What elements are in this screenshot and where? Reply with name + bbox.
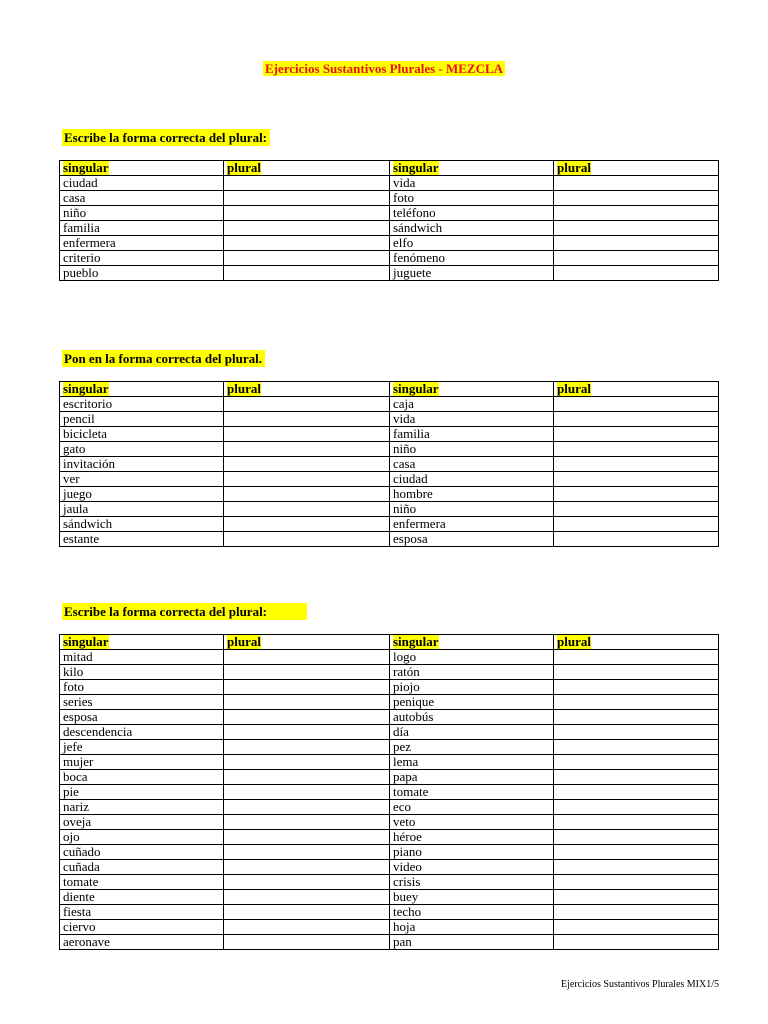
plural-answer-cell[interactable] — [224, 457, 390, 472]
table-row — [60, 800, 719, 815]
header-singular: singular — [60, 161, 224, 176]
plural-answer-cell[interactable] — [554, 815, 719, 830]
plural-answer-cell[interactable] — [224, 680, 390, 695]
table-row — [60, 905, 719, 920]
table-row — [60, 935, 719, 950]
plural-answer-cell[interactable] — [224, 710, 390, 725]
singular-word-cell: sándwich — [390, 221, 554, 236]
singular-word-cell: elfo — [390, 236, 554, 251]
plural-answer-cell[interactable] — [224, 206, 390, 221]
header-plural: plural — [554, 382, 719, 397]
singular-word-cell: tomate — [390, 785, 554, 800]
plural-answer-cell[interactable] — [224, 740, 390, 755]
table-row — [60, 845, 719, 860]
plural-answer-cell[interactable] — [224, 830, 390, 845]
table-row — [60, 502, 719, 517]
plural-answer-cell[interactable] — [224, 815, 390, 830]
singular-word-cell: pie — [60, 785, 224, 800]
plural-answer-cell[interactable] — [554, 860, 719, 875]
singular-word-cell: juego — [60, 487, 224, 502]
singular-word-cell: teléfono — [390, 206, 554, 221]
plural-answer-cell[interactable] — [554, 191, 719, 206]
table-row — [60, 397, 719, 412]
singular-word-cell: ratón — [390, 665, 554, 680]
singular-word-cell: pez — [390, 740, 554, 755]
singular-word-cell: techo — [390, 905, 554, 920]
table-row — [60, 221, 719, 236]
plural-answer-cell[interactable] — [554, 176, 719, 191]
plural-answer-cell[interactable] — [224, 412, 390, 427]
plural-answer-cell[interactable] — [224, 442, 390, 457]
page-title — [0, 60, 768, 77]
singular-word-cell: ciervo — [60, 920, 224, 935]
table-row — [60, 487, 719, 502]
singular-word-cell: hoja — [390, 920, 554, 935]
singular-word-cell: eco — [390, 800, 554, 815]
plural-answer-cell[interactable] — [554, 397, 719, 412]
plural-answer-cell[interactable] — [224, 427, 390, 442]
singular-word-cell: enfermera — [60, 236, 224, 251]
singular-word-cell: familia — [390, 427, 554, 442]
table-row — [60, 710, 719, 725]
plural-answer-cell[interactable] — [224, 472, 390, 487]
table-row — [60, 650, 719, 665]
plural-answer-cell[interactable] — [554, 442, 719, 457]
singular-word-cell: ver — [60, 472, 224, 487]
plural-answer-cell[interactable] — [554, 935, 719, 950]
singular-word-cell: mitad — [60, 650, 224, 665]
header-plural: plural — [224, 382, 390, 397]
singular-word-cell: penique — [390, 695, 554, 710]
singular-word-cell: hombre — [390, 487, 554, 502]
plural-answer-cell[interactable] — [554, 755, 719, 770]
singular-word-cell: pencil — [60, 412, 224, 427]
table-header-row — [60, 382, 719, 397]
header-plural: plural — [224, 161, 390, 176]
plural-answer-cell[interactable] — [224, 935, 390, 950]
table-row — [60, 206, 719, 221]
plural-answer-cell[interactable] — [554, 532, 719, 547]
table-row — [60, 457, 719, 472]
singular-word-cell: foto — [60, 680, 224, 695]
plural-answer-cell[interactable] — [554, 665, 719, 680]
table-row — [60, 472, 719, 487]
singular-word-cell: bicicleta — [60, 427, 224, 442]
plural-answer-cell[interactable] — [224, 266, 390, 281]
singular-word-cell: fiesta — [60, 905, 224, 920]
singular-word-cell: casa — [390, 457, 554, 472]
singular-word-cell: caja — [390, 397, 554, 412]
plural-answer-cell[interactable] — [224, 755, 390, 770]
table-row — [60, 770, 719, 785]
singular-word-cell: kilo — [60, 665, 224, 680]
singular-word-cell: juguete — [390, 266, 554, 281]
plural-answer-cell[interactable] — [224, 191, 390, 206]
singular-word-cell: pueblo — [60, 266, 224, 281]
singular-word-cell: aeronave — [60, 935, 224, 950]
page-footer: Ejercicios Sustantivos Plurales MIX1/5 — [560, 979, 719, 990]
table-row — [60, 236, 719, 251]
plural-answer-cell[interactable] — [224, 532, 390, 547]
section-3-heading: Escribe la forma correcta del plural: — [62, 603, 307, 620]
header-plural: plural — [224, 635, 390, 650]
plural-answer-cell[interactable] — [554, 502, 719, 517]
singular-word-cell: gato — [60, 442, 224, 457]
header-singular: singular — [60, 635, 224, 650]
table-row — [60, 427, 719, 442]
section-2-heading: Pon en la forma correcta del plural. — [62, 350, 265, 367]
table-row — [60, 517, 719, 532]
plural-answer-cell[interactable] — [554, 740, 719, 755]
singular-word-cell: series — [60, 695, 224, 710]
table-row — [60, 830, 719, 845]
table-row — [60, 412, 719, 427]
singular-word-cell: mujer — [60, 755, 224, 770]
singular-word-cell: jefe — [60, 740, 224, 755]
table-row — [60, 860, 719, 875]
singular-word-cell: criterio — [60, 251, 224, 266]
plural-answer-cell[interactable] — [224, 785, 390, 800]
table-row — [60, 665, 719, 680]
plural-answer-cell[interactable] — [554, 905, 719, 920]
singular-word-cell: tomate — [60, 875, 224, 890]
singular-word-cell: ciudad — [60, 176, 224, 191]
plural-answer-cell[interactable] — [224, 920, 390, 935]
table-header-row — [60, 635, 719, 650]
plural-answer-cell[interactable] — [224, 695, 390, 710]
table-row — [60, 890, 719, 905]
plural-answer-cell[interactable] — [224, 890, 390, 905]
table-row — [60, 532, 719, 547]
header-singular: singular — [390, 382, 554, 397]
plural-answer-cell[interactable] — [554, 770, 719, 785]
plural-answer-cell[interactable] — [554, 517, 719, 532]
plural-answer-cell[interactable] — [554, 875, 719, 890]
singular-word-cell: casa — [60, 191, 224, 206]
exercise-table-2 — [59, 381, 719, 547]
table-row — [60, 251, 719, 266]
plural-answer-cell[interactable] — [554, 920, 719, 935]
plural-answer-cell[interactable] — [554, 472, 719, 487]
exercise-table-1 — [59, 160, 719, 281]
plural-answer-cell[interactable] — [224, 845, 390, 860]
plural-answer-cell[interactable] — [224, 770, 390, 785]
singular-word-cell: boca — [60, 770, 224, 785]
plural-answer-cell[interactable] — [554, 266, 719, 281]
singular-word-cell: oveja — [60, 815, 224, 830]
table-row — [60, 785, 719, 800]
singular-word-cell: niño — [60, 206, 224, 221]
plural-answer-cell[interactable] — [554, 251, 719, 266]
singular-word-cell: buey — [390, 890, 554, 905]
singular-word-cell: familia — [60, 221, 224, 236]
singular-word-cell: sándwich — [60, 517, 224, 532]
singular-word-cell: cuñado — [60, 845, 224, 860]
singular-word-cell: piano — [390, 845, 554, 860]
singular-word-cell: jaula — [60, 502, 224, 517]
plural-answer-cell[interactable] — [554, 845, 719, 860]
plural-answer-cell[interactable] — [554, 890, 719, 905]
singular-word-cell: ciudad — [390, 472, 554, 487]
plural-answer-cell[interactable] — [224, 236, 390, 251]
singular-word-cell: estante — [60, 532, 224, 547]
singular-word-cell: veto — [390, 815, 554, 830]
table-row — [60, 695, 719, 710]
table-row — [60, 176, 719, 191]
singular-word-cell: cuñada — [60, 860, 224, 875]
plural-answer-cell[interactable] — [554, 680, 719, 695]
singular-word-cell: esposa — [60, 710, 224, 725]
plural-answer-cell[interactable] — [554, 457, 719, 472]
plural-answer-cell[interactable] — [224, 397, 390, 412]
header-plural: plural — [554, 161, 719, 176]
header-plural: plural — [554, 635, 719, 650]
table-row — [60, 442, 719, 457]
singular-word-cell: ojo — [60, 830, 224, 845]
singular-word-cell: niño — [390, 442, 554, 457]
singular-word-cell: foto — [390, 191, 554, 206]
singular-word-cell: invitación — [60, 457, 224, 472]
plural-answer-cell[interactable] — [554, 236, 719, 251]
plural-answer-cell[interactable] — [224, 650, 390, 665]
plural-answer-cell[interactable] — [554, 710, 719, 725]
plural-answer-cell[interactable] — [554, 206, 719, 221]
plural-answer-cell[interactable] — [224, 176, 390, 191]
singular-word-cell: video — [390, 860, 554, 875]
plural-answer-cell[interactable] — [224, 800, 390, 815]
plural-answer-cell[interactable] — [554, 427, 719, 442]
table-row — [60, 875, 719, 890]
section-1-heading: Escribe la forma correcta del plural: — [62, 129, 270, 146]
singular-word-cell: crisis — [390, 875, 554, 890]
table-row — [60, 680, 719, 695]
singular-word-cell: piojo — [390, 680, 554, 695]
singular-word-cell: vida — [390, 412, 554, 427]
table-row — [60, 755, 719, 770]
header-singular: singular — [60, 382, 224, 397]
singular-word-cell: niño — [390, 502, 554, 517]
singular-word-cell: enfermera — [390, 517, 554, 532]
table-row — [60, 191, 719, 206]
plural-answer-cell[interactable] — [224, 221, 390, 236]
singular-word-cell: vida — [390, 176, 554, 191]
plural-answer-cell[interactable] — [224, 502, 390, 517]
header-singular: singular — [390, 161, 554, 176]
plural-answer-cell[interactable] — [224, 875, 390, 890]
singular-word-cell: nariz — [60, 800, 224, 815]
table-row — [60, 725, 719, 740]
plural-answer-cell[interactable] — [224, 860, 390, 875]
plural-answer-cell[interactable] — [224, 905, 390, 920]
table-row — [60, 815, 719, 830]
singular-word-cell: escritorio — [60, 397, 224, 412]
singular-word-cell: día — [390, 725, 554, 740]
table-row — [60, 740, 719, 755]
plural-answer-cell[interactable] — [224, 665, 390, 680]
table-row — [60, 266, 719, 281]
plural-answer-cell[interactable] — [554, 412, 719, 427]
plural-answer-cell[interactable] — [554, 800, 719, 815]
plural-answer-cell[interactable] — [554, 830, 719, 845]
singular-word-cell: autobús — [390, 710, 554, 725]
page-title-text: Ejercicios Sustantivos Plurales - MEZCLA — [264, 61, 504, 76]
plural-answer-cell[interactable] — [554, 650, 719, 665]
singular-word-cell: papa — [390, 770, 554, 785]
plural-answer-cell[interactable] — [554, 487, 719, 502]
plural-answer-cell[interactable] — [554, 221, 719, 236]
plural-answer-cell[interactable] — [224, 725, 390, 740]
singular-word-cell: esposa — [390, 532, 554, 547]
table-row — [60, 920, 719, 935]
singular-word-cell: pan — [390, 935, 554, 950]
plural-answer-cell[interactable] — [554, 785, 719, 800]
exercise-table-3 — [59, 634, 719, 950]
plural-answer-cell[interactable] — [554, 695, 719, 710]
singular-word-cell: lema — [390, 755, 554, 770]
singular-word-cell: diente — [60, 890, 224, 905]
header-singular: singular — [390, 635, 554, 650]
singular-word-cell: logo — [390, 650, 554, 665]
plural-answer-cell[interactable] — [224, 517, 390, 532]
plural-answer-cell[interactable] — [224, 487, 390, 502]
singular-word-cell: héroe — [390, 830, 554, 845]
plural-answer-cell[interactable] — [224, 251, 390, 266]
table-header-row — [60, 161, 719, 176]
singular-word-cell: descendencia — [60, 725, 224, 740]
plural-answer-cell[interactable] — [554, 725, 719, 740]
singular-word-cell: fenómeno — [390, 251, 554, 266]
